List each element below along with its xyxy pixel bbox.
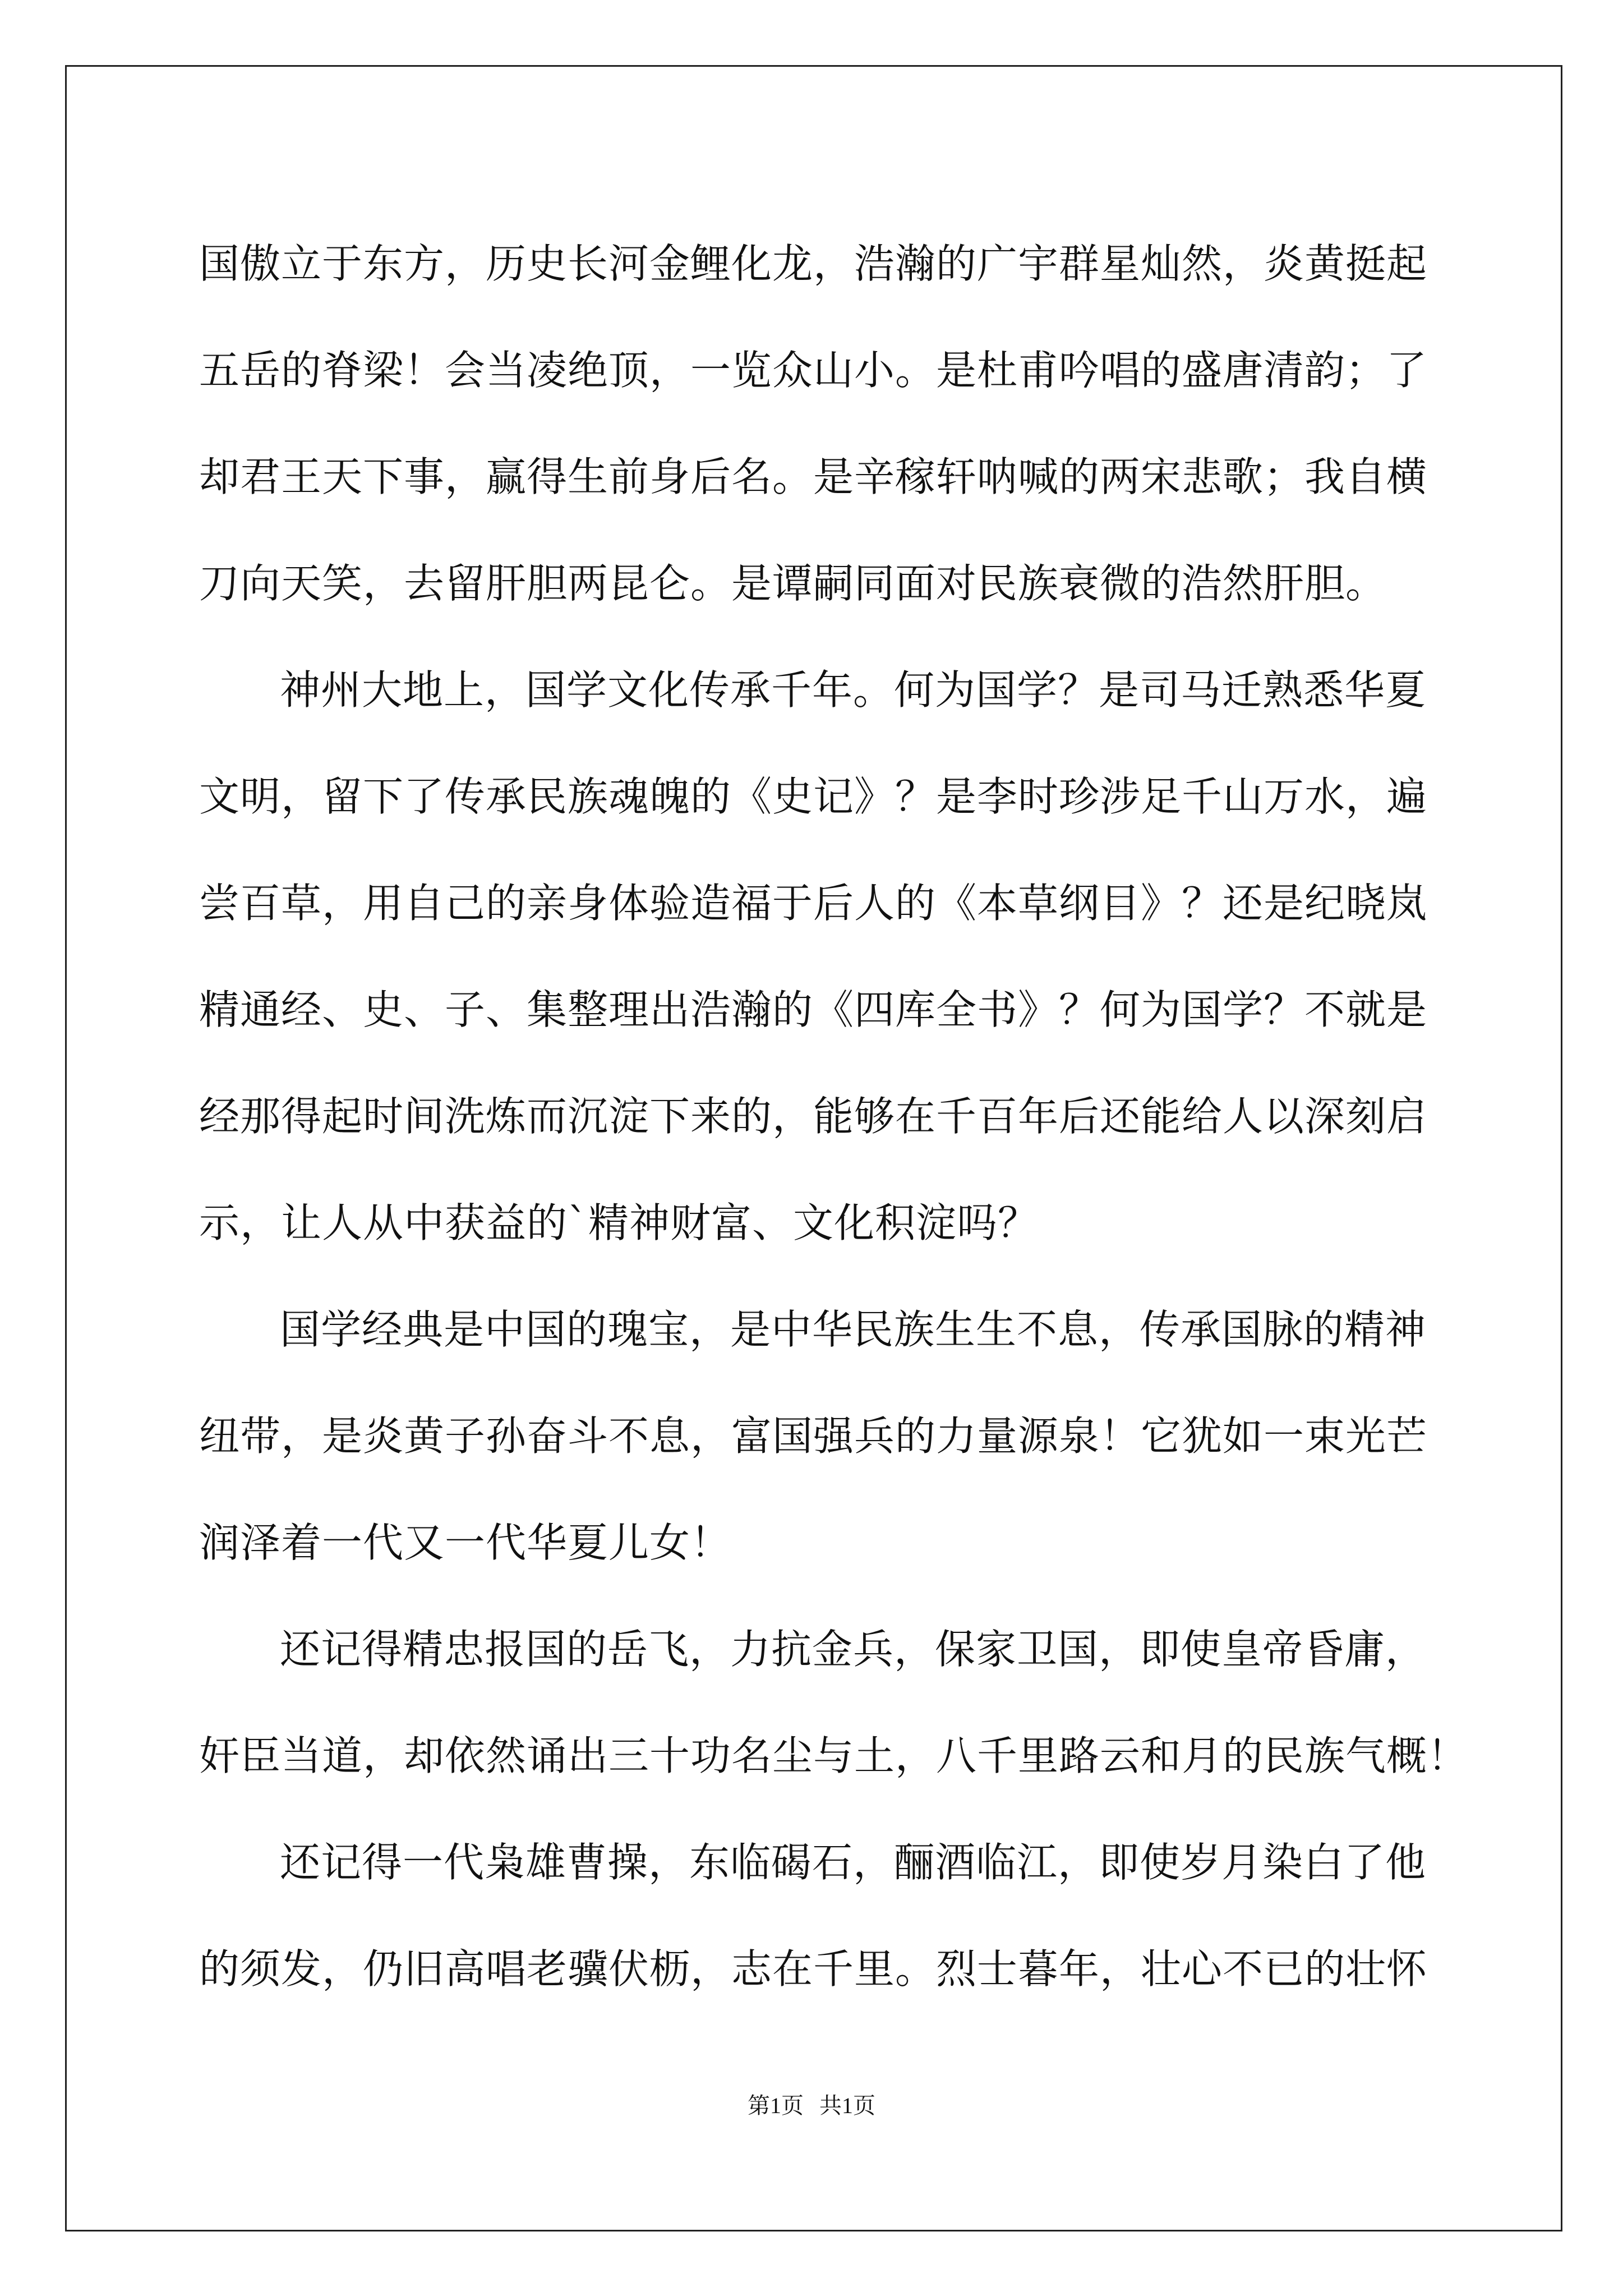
page-number-current: 第1页 [748, 2093, 804, 2118]
page-number-total: 共1页 [819, 2093, 875, 2118]
paragraph-first-line: 神州大地上，国学文化传承千年。何为国学？是司马迁熟悉华夏 [280, 666, 1427, 714]
paragraph-first-line: 还记得精忠报国的岳飞，力抗金兵，保家卫国，即使皇帝昏庸， [280, 1626, 1427, 1673]
paragraph-first-line: 国学经典是中国的瑰宝，是中华民族生生不息，传承国脉的精神 [280, 1306, 1427, 1353]
text-line: 五岳的脊梁！会当凌绝顶，一览众山小。是杜甫吟唱的盛唐清韵；了 [199, 347, 1428, 394]
text-line: 却君王天下事，赢得生前身后名。是辛稼轩呐喊的两宋悲歌；我自横 [199, 453, 1428, 500]
text-line: 尝百草，用自己的亲身体验造福于后人的《本草纲目》？还是纪晓岚 [199, 880, 1428, 927]
text-line: 精通经、史、子、集整理出浩瀚的《四库全书》？何为国学？不就是 [199, 986, 1428, 1033]
document-body [199, 210, 1469, 2022]
text-line: 奸臣当道，却依然诵出三十功名尘与土，八千里路云和月的民族气概！ [199, 1732, 1469, 1779]
text-line: 润泽着一代又一代华夏儿女！ [199, 1519, 732, 1566]
text-line: 文明，留下了传承民族魂魄的《史记》？是李时珍涉足千山万水，遍 [199, 773, 1428, 820]
text-line: 国傲立于东方，历史长河金鲤化龙，浩瀚的广宇群星灿然，炎黄挺起 [199, 240, 1428, 287]
text-line: 的须发，仍旧高唱老骥伏枥，志在千里。烈士暮年，壮心不已的壮怀 [199, 1945, 1428, 1993]
text-line: 纽带，是炎黄子孙奋斗不息，富国强兵的力量源泉！它犹如一束光芒 [199, 1412, 1428, 1460]
text-line: 刀向天笑，去留肝胆两昆仑。是谭嗣同面对民族衰微的浩然肝胆。 [199, 560, 1387, 607]
text-line: 示，让人从中获益的`精神财富、文化积淀吗？ [199, 1199, 1039, 1246]
paragraph-first-line: 还记得一代枭雄曹操，东临碣石，酾酒临江，即使岁月染白了他 [280, 1839, 1427, 1886]
text-line: 经那得起时间洗炼而沉淀下来的，能够在千百年后还能给人以深刻启 [199, 1093, 1428, 1140]
page-footer [0, 2088, 1623, 2120]
